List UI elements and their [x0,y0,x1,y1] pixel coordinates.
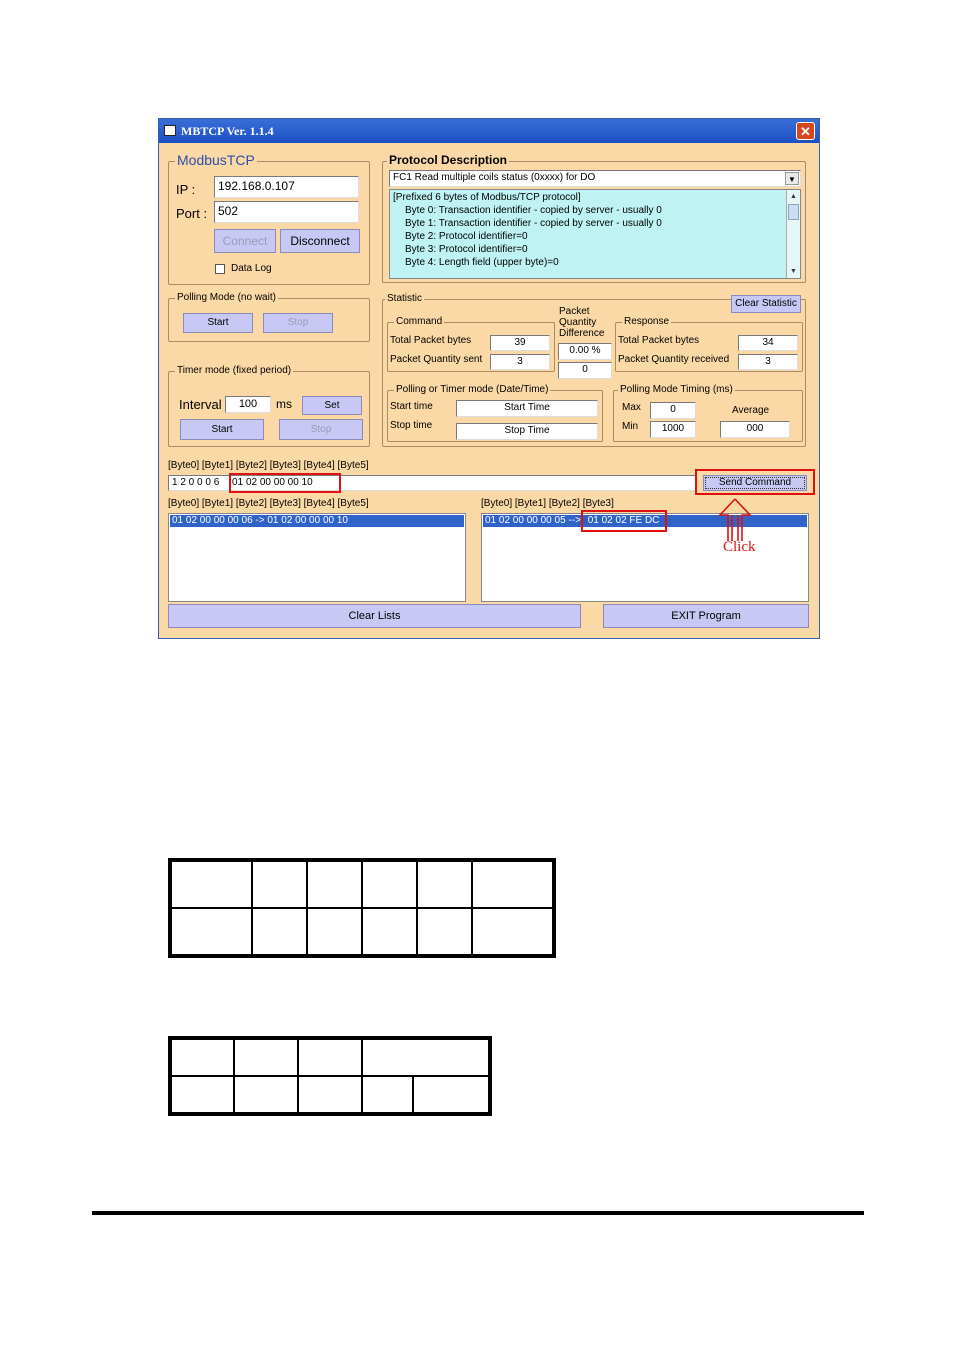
response-bytes-label: Total Packet bytes [618,335,700,346]
request-list[interactable] [168,513,466,602]
statistic-legend: Statistic [387,293,423,304]
date-time-group [387,384,603,442]
difference-percent: 0.00 % [558,343,612,360]
packets-received-label: Packet Quantity received [618,354,730,365]
table-cell [417,860,472,908]
footer-rule [92,1211,864,1215]
table-cell [234,1038,298,1076]
polling-timing-group [613,384,803,442]
command-byte-header: [Byte0] [Byte1] [Byte2] [Byte3] [Byte4] [Byte5] [168,460,369,471]
response-data-highlight [581,510,667,532]
interval-set-button[interactable]: Set [302,396,362,415]
response-byte-table [168,1036,492,1116]
modbus-legend: ModbusTCP [177,152,255,168]
packets-sent-label: Packet Quantity sent [390,354,483,365]
ms-label: ms [276,397,292,411]
pq-label: Packet [559,306,590,317]
title-bar[interactable] [159,119,819,143]
start-time-label: Start time [390,401,433,412]
click-annotation: Click [723,539,756,555]
command-legend: Command [396,316,443,327]
difference-value: 0 [558,362,612,379]
table-cell [170,860,252,908]
request-byte-table [168,858,556,958]
datalog-checkbox[interactable] [215,264,225,274]
table-cell [307,908,362,956]
clear-lists-button[interactable]: Clear Lists [168,604,581,628]
table-cell [170,908,252,956]
date-time-legend: Polling or Timer mode (Date/Time) [396,384,549,395]
request-list-item[interactable]: 01 02 00 00 00 06 -> 01 02 00 00 00 10 [170,515,464,527]
timer-group [168,365,370,447]
statistic-group [382,293,806,447]
table-cell [252,908,307,956]
desc-line: Byte 2: Protocol identifier=0 [405,231,528,242]
polling-timing-legend: Polling Mode Timing (ms) [620,384,733,395]
table-cell [298,1076,362,1114]
send-command-button[interactable]: Send Command [703,475,807,491]
scroll-down-icon[interactable]: ▼ [790,268,797,275]
ip-label: IP : [176,182,196,197]
mbtcp-window [158,118,820,639]
total-bytes-value: 39 [490,335,550,351]
average-value: 000 [720,421,790,438]
table-cell [362,1038,490,1076]
response-list-header: [Byte0] [Byte1] [Byte2] [Byte3] [481,498,614,509]
table-cell [234,1076,298,1114]
polling-stop-button[interactable]: Stop [263,313,333,333]
command-value-highlight [229,473,341,493]
table-cell [170,1038,234,1076]
min-label: Min [622,421,639,432]
exit-program-button[interactable]: EXIT Program [603,604,809,628]
send-command-highlight [695,469,815,495]
start-time-value: Start Time [456,400,598,417]
connect-button[interactable]: Connect [214,229,276,253]
protocol-legend: Protocol Description [389,153,508,167]
ip-input[interactable]: 192.168.0.107 [214,176,359,198]
average-label: Average [732,405,770,416]
table-cell [417,908,472,956]
table-cell [413,1076,490,1114]
interval-label: Interval [179,397,222,412]
response-item-prefix: 01 02 00 00 00 05 --> [485,515,581,526]
command-value: 01 02 00 00 00 10 [232,477,313,488]
packets-received-value: 3 [738,354,798,370]
close-icon[interactable]: ✕ [796,122,815,140]
table-cell [170,1076,234,1114]
port-input[interactable]: 502 [214,201,359,223]
total-bytes-label: Total Packet bytes [390,335,472,346]
port-label: Port : [176,206,208,221]
pq-label: Quantity [559,317,597,328]
response-bytes-value: 34 [738,335,798,351]
clear-statistic-button[interactable]: Clear Statistic [731,295,801,313]
packets-sent-value: 3 [490,354,550,370]
polling-legend: Polling Mode (no wait) [177,292,276,303]
desc-line: Byte 3: Protocol identifier=0 [405,244,528,255]
protocol-description-text [389,189,801,279]
table-cell [362,860,417,908]
response-legend: Response [624,316,670,327]
stop-time-value: Stop Time [456,423,598,440]
polling-group [168,292,370,342]
app-icon [164,125,176,136]
table-cell [307,860,362,908]
table-cell [362,1076,413,1114]
response-item-data: 01 02 02 FE DC [587,515,660,526]
max-label: Max [622,402,641,413]
window-title: MBTCP Ver. 1.1.4 [181,124,274,138]
min-value: 1000 [650,421,696,438]
table-cell [472,908,554,956]
table-cell [472,860,554,908]
protocol-group [382,153,806,283]
command-stat-group [387,316,555,372]
desc-line: Byte 0: Transaction identifier - copied by server - usually 0 [405,205,662,216]
chevron-down-icon[interactable]: ▼ [785,172,799,185]
timer-start-button[interactable]: Start [180,419,264,440]
modbus-group [168,152,370,285]
desc-line: Byte 1: Transaction identifier - copied by server - usually 0 [405,218,662,229]
desc-line: [Prefixed 6 bytes of Modbus/TCP protocol] [393,192,581,203]
table-cell [298,1038,362,1076]
function-code-value: FC1 Read multiple coils status (0xxxx) for DO [393,172,596,183]
polling-start-button[interactable]: Start [183,313,253,333]
scroll-thumb[interactable] [788,204,799,220]
function-code-select[interactable] [389,170,801,187]
up-arrow-icon [717,497,753,543]
timer-stop-button[interactable]: Stop [279,419,363,440]
desc-line: Byte 4: Length field (upper byte)=0 [405,257,559,268]
table-cell [252,860,307,908]
pq-label: Difference [559,328,605,339]
response-stat-group [615,316,803,372]
timer-legend: Timer mode (fixed period) [177,365,292,376]
description-scrollbar[interactable] [786,190,800,278]
datalog-label: Data Log [231,263,272,274]
interval-input[interactable]: 100 [225,396,271,413]
scroll-up-icon[interactable]: ▲ [790,193,797,200]
command-prefix: 1 2 0 0 0 6 [172,477,220,488]
request-list-header: [Byte0] [Byte1] [Byte2] [Byte3] [Byte4] [Byte5] [168,498,369,509]
disconnect-button[interactable]: Disconnect [280,229,360,253]
stop-time-label: Stop time [390,420,433,431]
max-value: 0 [650,402,696,419]
table-cell [362,908,417,956]
